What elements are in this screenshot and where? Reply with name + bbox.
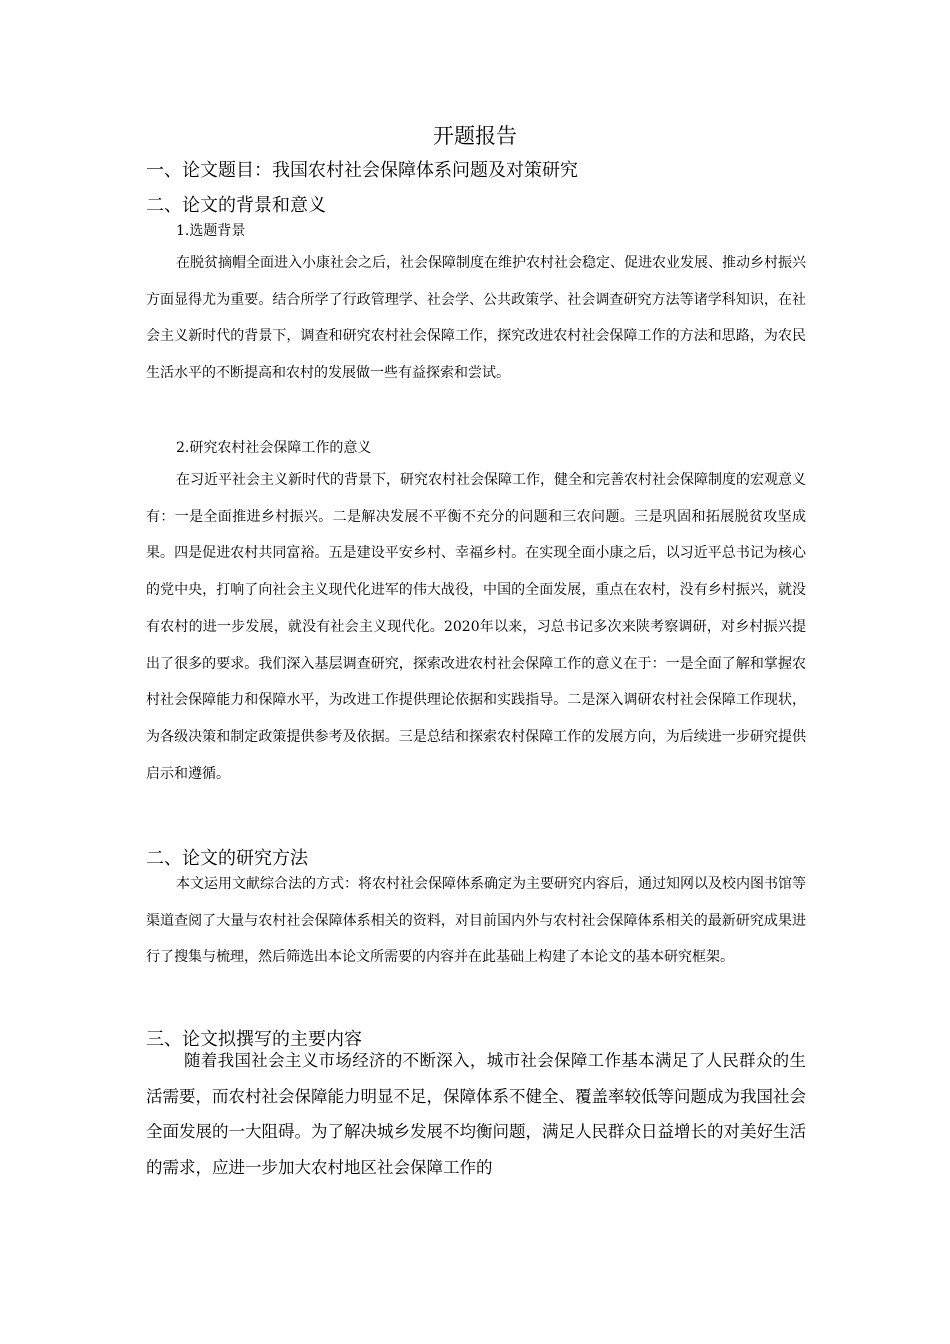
section-heading-research-method: 二、论文的研究方法	[146, 848, 308, 869]
paragraph-main-content: 随着我国社会主义市场经济的不断深入，城市社会保障工作基本满足了人民群众的生活需要，而农村社会保障能力明显不足，保障体系不健全、覆盖率较低等问题成为我国社会全面发展的一大阻碍。为了解决城乡发展不均衡问题，满足人民群众日益增长的对美好生活的需求，应进一步加大农村地区社会保障工作的	[146, 1051, 806, 1177]
section-heading-thesis-topic: 一、论文题目：我国农村社会保障体系问题及对策研究	[146, 160, 578, 181]
section-heading-main-content: 三、论文拟撰写的主要内容	[146, 1029, 362, 1050]
section-heading-background: 二、论文的背景和意义	[146, 195, 326, 216]
subsection-label-significance: 2.研究农村社会保障工作的意义	[176, 440, 372, 456]
subsection-label-topic-background: 1.选题背景	[176, 223, 246, 239]
paragraph-topic-background: 在脱贫摘帽全面进入小康社会之后，社会保障制度在维护农村社会稳定、促进农业发展、推动乡村振兴方面显得尤为重要。结合所学了行政管理学、社会学、公共政策学、社会调查研究方法等诸学科知识，在社会主义新时代的背景下，调查和研究农村社会保障工作，探究改进农村社会保障工作的方法和思路，为农民生活水平的不断提高和农村的发展做一些有益探索和尝试。	[146, 255, 806, 382]
paragraph-significance: 在习近平社会主义新时代的背景下，研究农村社会保障工作，健全和完善农村社会保障制度的宏观意义有：一是全面推进乡村振兴。二是解决发展不平衡不充分的问题和三农问题。三是巩固和拓展脱贫攻坚成果。四是促进农村共同富裕。五是建设平安乡村、幸福乡村。在实现全面小康之后，以习近平总书记为核心的党中央，打响了向社会主义现代化进军的伟大战役，中国的全面发展，重点在农村，没有乡村振兴，就没有农村的进一步发展，就没有社会主义现代化。2020年以来，习总书记多次来陕考察调研，对乡村振兴提出了很多的要求。我们深入基层调查研究，探索改进农村社会保障工作的意义在于：一是全面了解和掌握农村社会保障能力和保障水平，为改进工作提供理论依据和实践指导。二是深入调研农村社会保障工作现状，为各级决策和制定政策提供参考及依据。三是总结和探索农村保障工作的发展方向，为后续进一步研究提供启示和遵循。	[146, 472, 806, 782]
page-title: 开题报告	[433, 124, 517, 148]
paragraph-research-method: 本文运用文献综合法的方式：将农村社会保障体系确定为主要研究内容后，通过知网以及校内图书馆等渠道查阅了大量与农村社会保障体系相关的资料，对目前国内外与农村社会保障体系相关的最新研究成果进行了搜集与梳理，然后筛选出本论文所需要的内容并在此基础上构建了本论文的基本研究框架。	[146, 876, 806, 966]
